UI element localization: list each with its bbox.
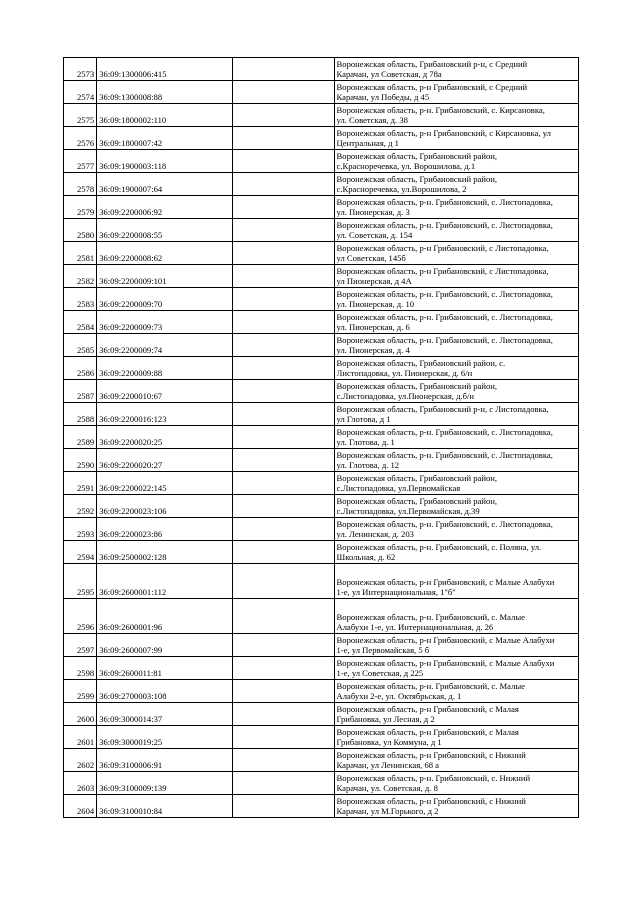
- address-line: с.Красноречевка, ул.Ворошилова, 2: [336, 184, 467, 195]
- cadastral-number-cell: 36:09:2600007:99: [97, 634, 233, 657]
- address-line: Воронежская область, р-н. Грибановский, с. Листопадовка,: [336, 196, 553, 207]
- empty-cell: [232, 518, 334, 541]
- address-line: Воронежская область, р-н Грибановский, с Нижний: [336, 749, 526, 760]
- address-line: с.Листопадовка, ул.Первомайская: [336, 483, 461, 494]
- address-line: Воронежская область, р-н. Грибановский, с. Листопадовка,: [336, 334, 553, 345]
- cadastral-number-cell: 36:09:2200008:62: [97, 242, 233, 265]
- row-number-cell: 2593: [64, 518, 97, 541]
- table-row: [64, 58, 579, 81]
- table-row: [64, 311, 579, 334]
- empty-cell: [232, 357, 334, 380]
- table-row: [64, 634, 579, 657]
- address-line: 1-е, ул Первомайская, 5 б: [336, 645, 430, 656]
- row-number-cell: 2604: [64, 795, 97, 818]
- cadastral-number-cell: 36:09:1800002:110: [97, 104, 233, 127]
- address-line: Воронежская область, Грибановский район,: [336, 150, 497, 161]
- address-cell: [334, 634, 578, 657]
- address-line: Воронежская область, р-н Грибановский, с Кирсановка, ул: [336, 127, 551, 138]
- row-number-cell: 2580: [64, 219, 97, 242]
- table-row: [64, 703, 579, 726]
- row-number-cell: 2603: [64, 772, 97, 795]
- row-number-cell: 2587: [64, 380, 97, 403]
- address-line: ул. Советская, д. 154: [336, 230, 413, 241]
- empty-cell: [232, 426, 334, 449]
- registry-table: [63, 57, 579, 818]
- table-row: [64, 599, 579, 634]
- address-line: Воронежская область, Грибановский район,: [336, 380, 497, 391]
- row-number-cell: 2600: [64, 703, 97, 726]
- row-number-cell: 2584: [64, 311, 97, 334]
- address-cell: [334, 173, 578, 196]
- row-number-cell: 2576: [64, 127, 97, 150]
- cadastral-number-cell: 36:09:2200016:123: [97, 403, 233, 426]
- empty-cell: [232, 703, 334, 726]
- row-number-cell: 2599: [64, 680, 97, 703]
- row-number-cell: 2586: [64, 357, 97, 380]
- row-number-cell: 2592: [64, 495, 97, 518]
- table-row: [64, 357, 579, 380]
- row-number-cell: 2574: [64, 81, 97, 104]
- table-row: [64, 564, 579, 599]
- address-line: Школьная, д. 62: [336, 552, 396, 563]
- address-cell: [334, 196, 578, 219]
- empty-cell: [232, 104, 334, 127]
- table-row: [64, 104, 579, 127]
- address-line: Воронежская область, р-н. Грибановский, с. Листопадовка,: [336, 311, 553, 322]
- address-line: Воронежская область, Грибановский район,: [336, 173, 497, 184]
- address-line: Воронежская область, р-н. Грибановский, с. Листопадовка,: [336, 288, 553, 299]
- row-number-cell: 2591: [64, 472, 97, 495]
- table-row: [64, 426, 579, 449]
- address-cell: [334, 265, 578, 288]
- address-line: Воронежская область, р-н. Грибановский, с. Малые: [336, 611, 525, 622]
- cadastral-number-cell: 36:09:2200022:145: [97, 472, 233, 495]
- empty-cell: [232, 127, 334, 150]
- address-cell: [334, 726, 578, 749]
- table-row: [64, 265, 579, 288]
- empty-cell: [232, 599, 334, 634]
- empty-cell: [232, 772, 334, 795]
- address-line: с.Листопадовка, ул.Первомайская, д.39: [336, 506, 480, 517]
- cadastral-number-cell: 36:09:2200009:70: [97, 288, 233, 311]
- cadastral-number-cell: 36:09:3100006:91: [97, 749, 233, 772]
- cadastral-number-cell: 36:09:2500002:128: [97, 541, 233, 564]
- table-row: [64, 749, 579, 772]
- table-row: [64, 518, 579, 541]
- empty-cell: [232, 173, 334, 196]
- row-number-cell: 2575: [64, 104, 97, 127]
- table-row: [64, 242, 579, 265]
- address-cell: [334, 81, 578, 104]
- cadastral-number-cell: 36:09:2200009:74: [97, 334, 233, 357]
- table-row: [64, 772, 579, 795]
- table-row: [64, 173, 579, 196]
- row-number-cell: 2596: [64, 599, 97, 634]
- table-row: [64, 680, 579, 703]
- address-cell: [334, 541, 578, 564]
- address-cell: [334, 703, 578, 726]
- row-number-cell: 2597: [64, 634, 97, 657]
- address-line: 1-е, ул Интернациональная, 1"б": [336, 587, 456, 598]
- address-line: Воронежская область, р-н. Грибановский, с. Листопадовка,: [336, 219, 553, 230]
- address-line: [337, 566, 576, 577]
- address-cell: [334, 599, 578, 634]
- cadastral-number-cell: 36:09:2600001:96: [97, 599, 233, 634]
- address-cell: [334, 657, 578, 680]
- cadastral-number-cell: 36:09:2700003:108: [97, 680, 233, 703]
- address-line: Воронежская область, р-н. Грибановский, с. Нижний: [336, 772, 531, 783]
- address-line: [337, 601, 576, 612]
- address-cell: [334, 288, 578, 311]
- row-number-cell: 2598: [64, 657, 97, 680]
- table-row: [64, 219, 579, 242]
- address-cell: [334, 403, 578, 426]
- address-line: Воронежская область, р-н. Грибановский, с. Листопадовка,: [336, 449, 553, 460]
- empty-cell: [232, 680, 334, 703]
- empty-cell: [232, 196, 334, 219]
- address-line: Воронежская область, Грибановский район, с.: [336, 357, 506, 368]
- address-line: ул. Советская, д. 38: [336, 115, 408, 126]
- cadastral-number-cell: 36:09:2200009:101: [97, 265, 233, 288]
- address-line: Воронежская область, Грибановский р-н, с Листопадовка,: [336, 403, 549, 414]
- row-number-cell: 2601: [64, 726, 97, 749]
- address-line: Воронежская область, р-н Грибановский, с Малые Алабухи: [336, 634, 555, 645]
- address-line: Воронежская область, р-н Грибановский, с Листопадовка,: [336, 242, 549, 253]
- address-line: Воронежская область, р-н Грибановский, с Малая: [336, 703, 519, 714]
- table-row: [64, 150, 579, 173]
- table-row: [64, 495, 579, 518]
- address-line: Карачан, ул Советская, д 78а: [336, 69, 442, 80]
- empty-cell: [232, 334, 334, 357]
- address-line: Воронежская область, р-н. Грибановский, с. Поляна, ул.: [336, 541, 542, 552]
- table-row: [64, 472, 579, 495]
- cadastral-number-cell: 36:09:2200006:92: [97, 196, 233, 219]
- table-row: [64, 380, 579, 403]
- empty-cell: [232, 81, 334, 104]
- address-cell: [334, 426, 578, 449]
- address-cell: [334, 518, 578, 541]
- empty-cell: [232, 242, 334, 265]
- address-line: Воронежская область, р-н. Грибановский, с. Кирсановка,: [336, 104, 545, 115]
- empty-cell: [232, 495, 334, 518]
- registry-table-body: [64, 58, 579, 818]
- address-cell: [334, 150, 578, 173]
- address-cell: [334, 680, 578, 703]
- table-row: [64, 196, 579, 219]
- address-cell: [334, 311, 578, 334]
- address-line: с.Листопадовка, ул.Пионерская, д.б/н: [336, 391, 474, 402]
- address-line: Воронежская область, р-н. Грибановский, с. Листопадовка,: [336, 426, 553, 437]
- address-line: Грибановка, ул Коммуна, д 1: [336, 737, 442, 748]
- address-line: Алабухи 1-е, ул. Интернациональная, д. 26: [336, 622, 494, 633]
- address-cell: [334, 749, 578, 772]
- empty-cell: [232, 634, 334, 657]
- empty-cell: [232, 541, 334, 564]
- row-number-cell: 2588: [64, 403, 97, 426]
- table-row: [64, 449, 579, 472]
- row-number-cell: 2583: [64, 288, 97, 311]
- cadastral-number-cell: 36:09:1300008:88: [97, 81, 233, 104]
- empty-cell: [232, 219, 334, 242]
- cadastral-number-cell: 36:09:2600001:112: [97, 564, 233, 599]
- empty-cell: [232, 150, 334, 173]
- table-row: [64, 334, 579, 357]
- address-line: Воронежская область, Грибановский р-н, с Средний: [336, 58, 528, 69]
- address-line: Воронежская область, р-н Грибановский, с Малые Алабухи: [336, 657, 555, 668]
- cadastral-number-cell: 36:09:1800007:42: [97, 127, 233, 150]
- row-number-cell: 2582: [64, 265, 97, 288]
- address-line: Воронежская область, р-н Грибановский, с Листопадовка,: [336, 265, 549, 276]
- address-line: с.Красноречевка, ул. Ворошилова, д.1: [336, 161, 476, 172]
- address-cell: [334, 127, 578, 150]
- address-line: Карачан, ул Победы, д 45: [336, 92, 430, 103]
- address-line: Алабухи 2-е, ул. Октябрьская, д. 1: [336, 691, 462, 702]
- cadastral-number-cell: 36:09:2200020:25: [97, 426, 233, 449]
- cadastral-number-cell: 36:09:3000014:37: [97, 703, 233, 726]
- table-row: [64, 127, 579, 150]
- address-cell: [334, 242, 578, 265]
- empty-cell: [232, 472, 334, 495]
- row-number-cell: 2581: [64, 242, 97, 265]
- address-line: ул. Глотова, д. 12: [336, 460, 400, 471]
- table-row: [64, 403, 579, 426]
- address-line: ул Пионерская, д 4А: [336, 276, 412, 287]
- cadastral-number-cell: 36:09:2200009:88: [97, 357, 233, 380]
- row-number-cell: 2577: [64, 150, 97, 173]
- address-line: Воронежская область, Грибановский район,: [336, 495, 497, 506]
- row-number-cell: 2579: [64, 196, 97, 219]
- row-number-cell: 2602: [64, 749, 97, 772]
- empty-cell: [232, 726, 334, 749]
- address-cell: [334, 495, 578, 518]
- empty-cell: [232, 795, 334, 818]
- address-line: ул. Пионерская, д. 3: [336, 207, 410, 218]
- cadastral-number-cell: 36:09:2200008:55: [97, 219, 233, 242]
- cadastral-number-cell: 36:09:3100010:84: [97, 795, 233, 818]
- empty-cell: [232, 311, 334, 334]
- empty-cell: [232, 58, 334, 81]
- cadastral-number-cell: 36:09:3100009:139: [97, 772, 233, 795]
- empty-cell: [232, 564, 334, 599]
- table-row: [64, 657, 579, 680]
- row-number-cell: 2594: [64, 541, 97, 564]
- address-cell: [334, 449, 578, 472]
- address-line: Воронежская область, р-н Грибановский, с Нижний: [336, 795, 526, 806]
- empty-cell: [232, 403, 334, 426]
- row-number-cell: 2589: [64, 426, 97, 449]
- address-line: ул. Пионерская, д. 6: [336, 322, 410, 333]
- cadastral-number-cell: 36:09:1900003:118: [97, 150, 233, 173]
- cadastral-number-cell: 36:09:2200010:67: [97, 380, 233, 403]
- address-line: Воронежская область, р-н Грибановский, с Малые Алабухи: [336, 576, 555, 587]
- cadastral-number-cell: 36:09:2200020:27: [97, 449, 233, 472]
- empty-cell: [232, 380, 334, 403]
- address-cell: [334, 104, 578, 127]
- address-line: Воронежская область, р-н Грибановский, с Малая: [336, 726, 519, 737]
- empty-cell: [232, 657, 334, 680]
- address-line: Грибановка, ул Лесная, д 2: [336, 714, 435, 725]
- cadastral-number-cell: 36:09:2200023:106: [97, 495, 233, 518]
- empty-cell: [232, 265, 334, 288]
- row-number-cell: 2578: [64, 173, 97, 196]
- address-line: 1-е, ул Советская, д 225: [336, 668, 424, 679]
- row-number-cell: 2585: [64, 334, 97, 357]
- address-line: Карачан, ул Ленинская, 68 а: [336, 760, 439, 771]
- address-line: Центральная, д 1: [336, 138, 399, 149]
- address-line: ул. Глотова, д. 1: [336, 437, 395, 448]
- empty-cell: [232, 749, 334, 772]
- address-line: Карачан, ул М.Горького, д 2: [336, 806, 439, 817]
- table-row: [64, 795, 579, 818]
- address-cell: [334, 334, 578, 357]
- cadastral-number-cell: 36:09:1300006:415: [97, 58, 233, 81]
- address-line: ул. Ленинская, д. 203: [336, 529, 414, 540]
- empty-cell: [232, 288, 334, 311]
- row-number-cell: 2573: [64, 58, 97, 81]
- address-line: Воронежская область, р-н. Грибановский, с. Листопадовка,: [336, 518, 553, 529]
- empty-cell: [232, 449, 334, 472]
- address-cell: [334, 219, 578, 242]
- table-row: [64, 541, 579, 564]
- cadastral-number-cell: 36:09:2600011:81: [97, 657, 233, 680]
- address-line: ул. Пионерская, д. 4: [336, 345, 410, 356]
- cadastral-number-cell: 36:09:2200009:73: [97, 311, 233, 334]
- address-cell: [334, 564, 578, 599]
- table-row: [64, 81, 579, 104]
- address-cell: [334, 357, 578, 380]
- address-line: Воронежская область, Грибановский район,: [336, 472, 497, 483]
- address-cell: [334, 472, 578, 495]
- address-cell: [334, 772, 578, 795]
- address-line: ул Советская, 145б: [336, 253, 406, 264]
- cadastral-number-cell: 36:09:2200023:86: [97, 518, 233, 541]
- address-line: ул. Пионерская, д. 10: [336, 299, 415, 310]
- address-line: Воронежская область, р-н Грибановский, с Средний: [336, 81, 528, 92]
- table-row: [64, 288, 579, 311]
- table-row: [64, 726, 579, 749]
- address-line: Воронежская область, р-н. Грибановский, с. Малые: [336, 680, 525, 691]
- cadastral-number-cell: 36:09:3000019:25: [97, 726, 233, 749]
- address-cell: [334, 58, 578, 81]
- address-cell: [334, 795, 578, 818]
- address-line: Карачан, ул. Советская, д. 8: [336, 783, 438, 794]
- address-cell: [334, 380, 578, 403]
- row-number-cell: 2595: [64, 564, 97, 599]
- address-line: ул Глотова, д 1: [336, 414, 391, 425]
- address-line: Листопадовка, ул. Пионерская, д. 6/н: [336, 368, 473, 379]
- row-number-cell: 2590: [64, 449, 97, 472]
- cadastral-number-cell: 36:09:1900007:64: [97, 173, 233, 196]
